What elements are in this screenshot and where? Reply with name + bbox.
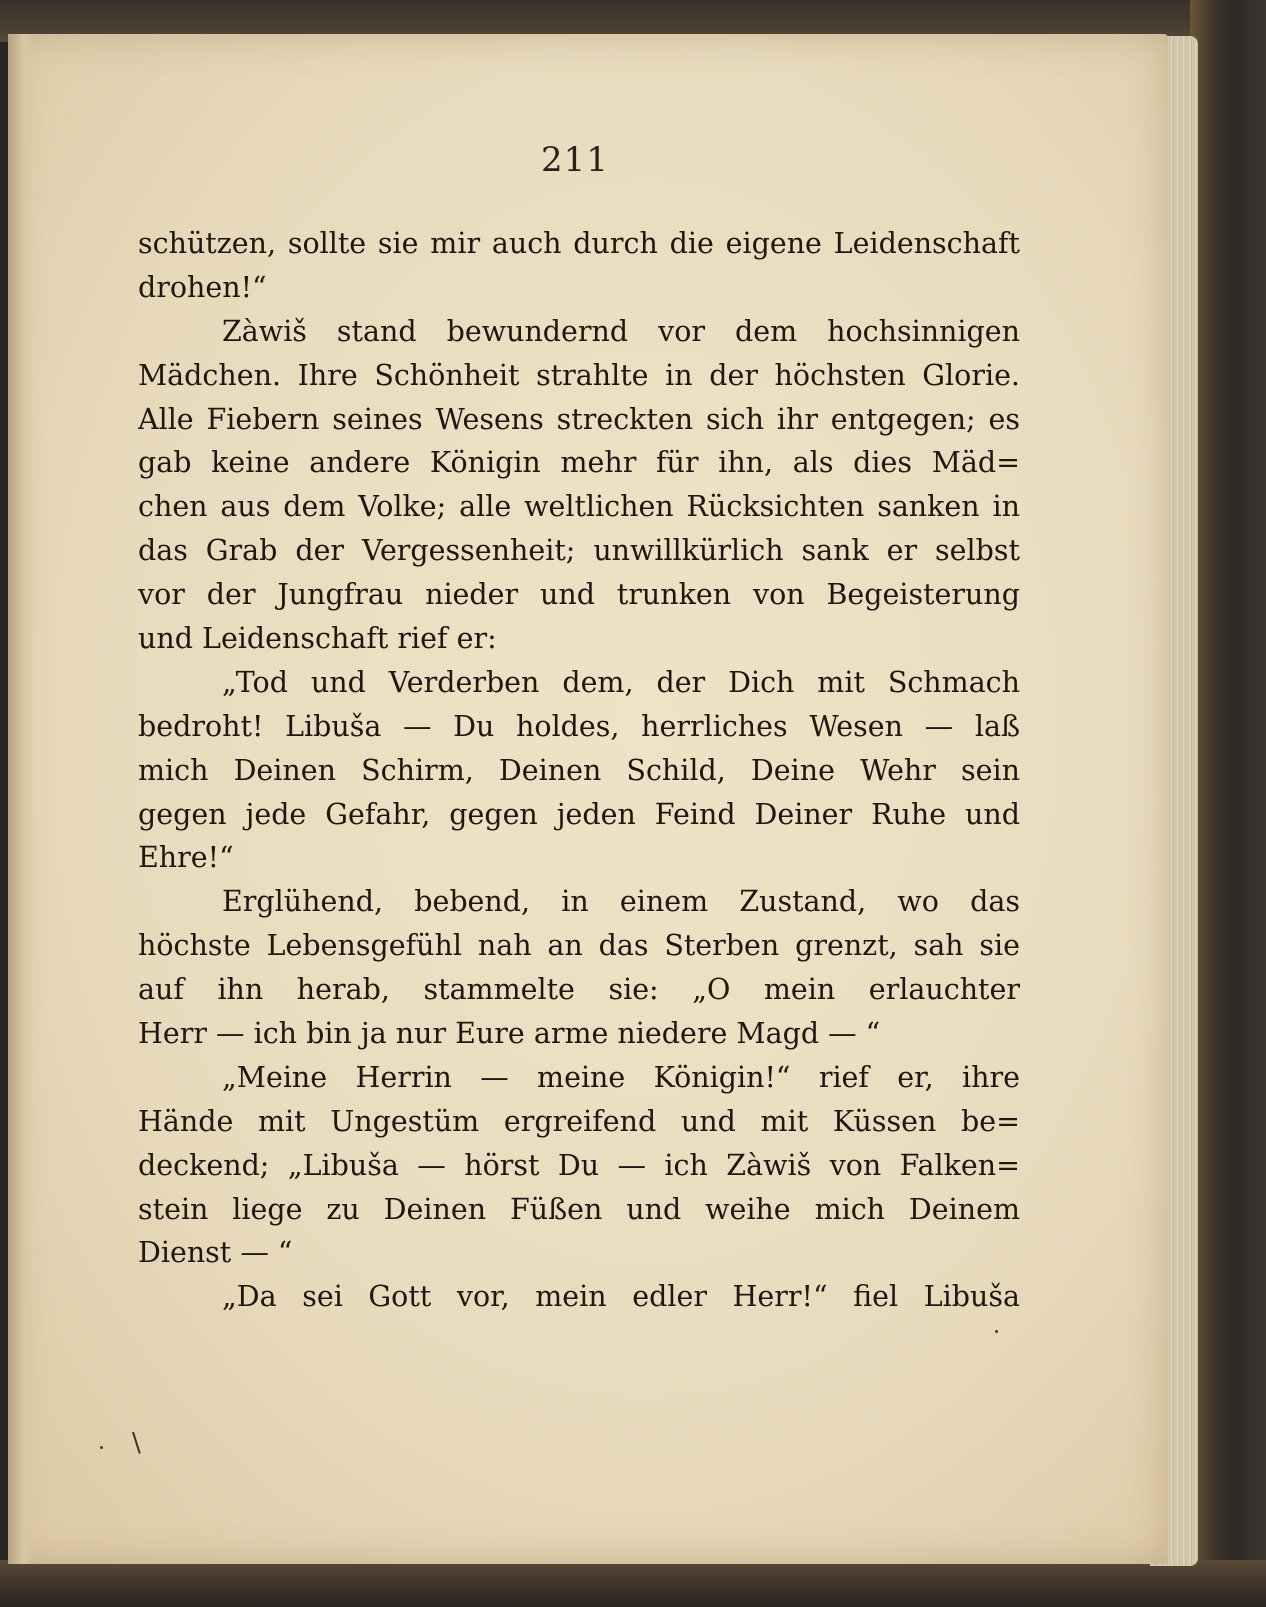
text-line: und Leidenschaft rief er: [138, 622, 497, 656]
page-gutter-shadow [8, 34, 34, 1564]
text-line: stein liege zu Deinen Füßen und weihe mich Deinem [138, 1192, 1020, 1226]
text-line: Erglühend, bebend, in einem Zustand, wo das [222, 885, 1020, 919]
paper-speck [100, 1446, 103, 1449]
text-line: bedroht! Libuša — Du holdes, herrliches Wesen — laß [138, 709, 1020, 743]
text-line: gab keine andere Königin mehr für ihn, als dies Mäd= [138, 446, 1020, 480]
text-line: auf ihn herab, stammelte sie: „O mein erlauchter [138, 973, 1020, 1007]
text-line: Ehre!“ [138, 841, 234, 875]
text-line: mich Deinen Schirm, Deinen Schild, Deine Wehr sein [138, 753, 1020, 787]
text-line: Alle Fiebern seines Wesens streckten sich ihr entgegen; es [138, 402, 1020, 436]
text-line: Hände mit Ungestüm ergreifend und mit Küssen be= [138, 1104, 1020, 1138]
text-line: „Meine Herrin — meine Königin!“ rief er, ihre [222, 1060, 1020, 1094]
text-line: „Da sei Gott vor, mein edler Herr!“ fiel Libuša [222, 1280, 1020, 1314]
paper-speck [995, 1330, 998, 1333]
book-cover-bottom-edge [0, 1560, 1266, 1607]
text-line: höchste Lebensgefühl nah an das Sterben grenzt, sah sie [138, 929, 1020, 963]
text-line: schützen, sollte sie mir auch durch die eigene Leidenschaft [138, 227, 1020, 260]
text-line: vor der Jungfrau nieder und trunken von Begeisterung [138, 578, 1020, 612]
text-line: Zàwiš stand bewundernd vor dem hochsinnigen [222, 314, 1020, 348]
text-line: Dienst — “ [138, 1236, 293, 1270]
margin-pencil-mark: \ [132, 1428, 141, 1458]
text-line: drohen!“ [138, 270, 267, 304]
page-text-block [138, 222, 1020, 1319]
text-line: gegen jede Gefahr, gegen jeden Feind Deiner Ruhe und [138, 797, 1020, 831]
text-line: Mädchen. Ihre Schönheit strahlte in der höchsten Glorie. [138, 358, 1020, 392]
page-number: 211 [541, 140, 609, 180]
book-cover-right-edge [1190, 0, 1266, 1607]
text-line: das Grab der Vergessenheit; unwillkürlich sank er selbst [138, 534, 1020, 568]
text-line: „Tod und Verderben dem, der Dich mit Schmach [222, 665, 1020, 699]
text-line: Herr — ich bin ja nur Eure arme niedere Magd — “ [138, 1017, 881, 1051]
text-line: deckend; „Libuša — hörst Du — ich Zàwiš von Falken= [138, 1148, 1020, 1182]
text-line: chen aus dem Volke; alle weltlichen Rücksichten sanken in [138, 490, 1020, 524]
